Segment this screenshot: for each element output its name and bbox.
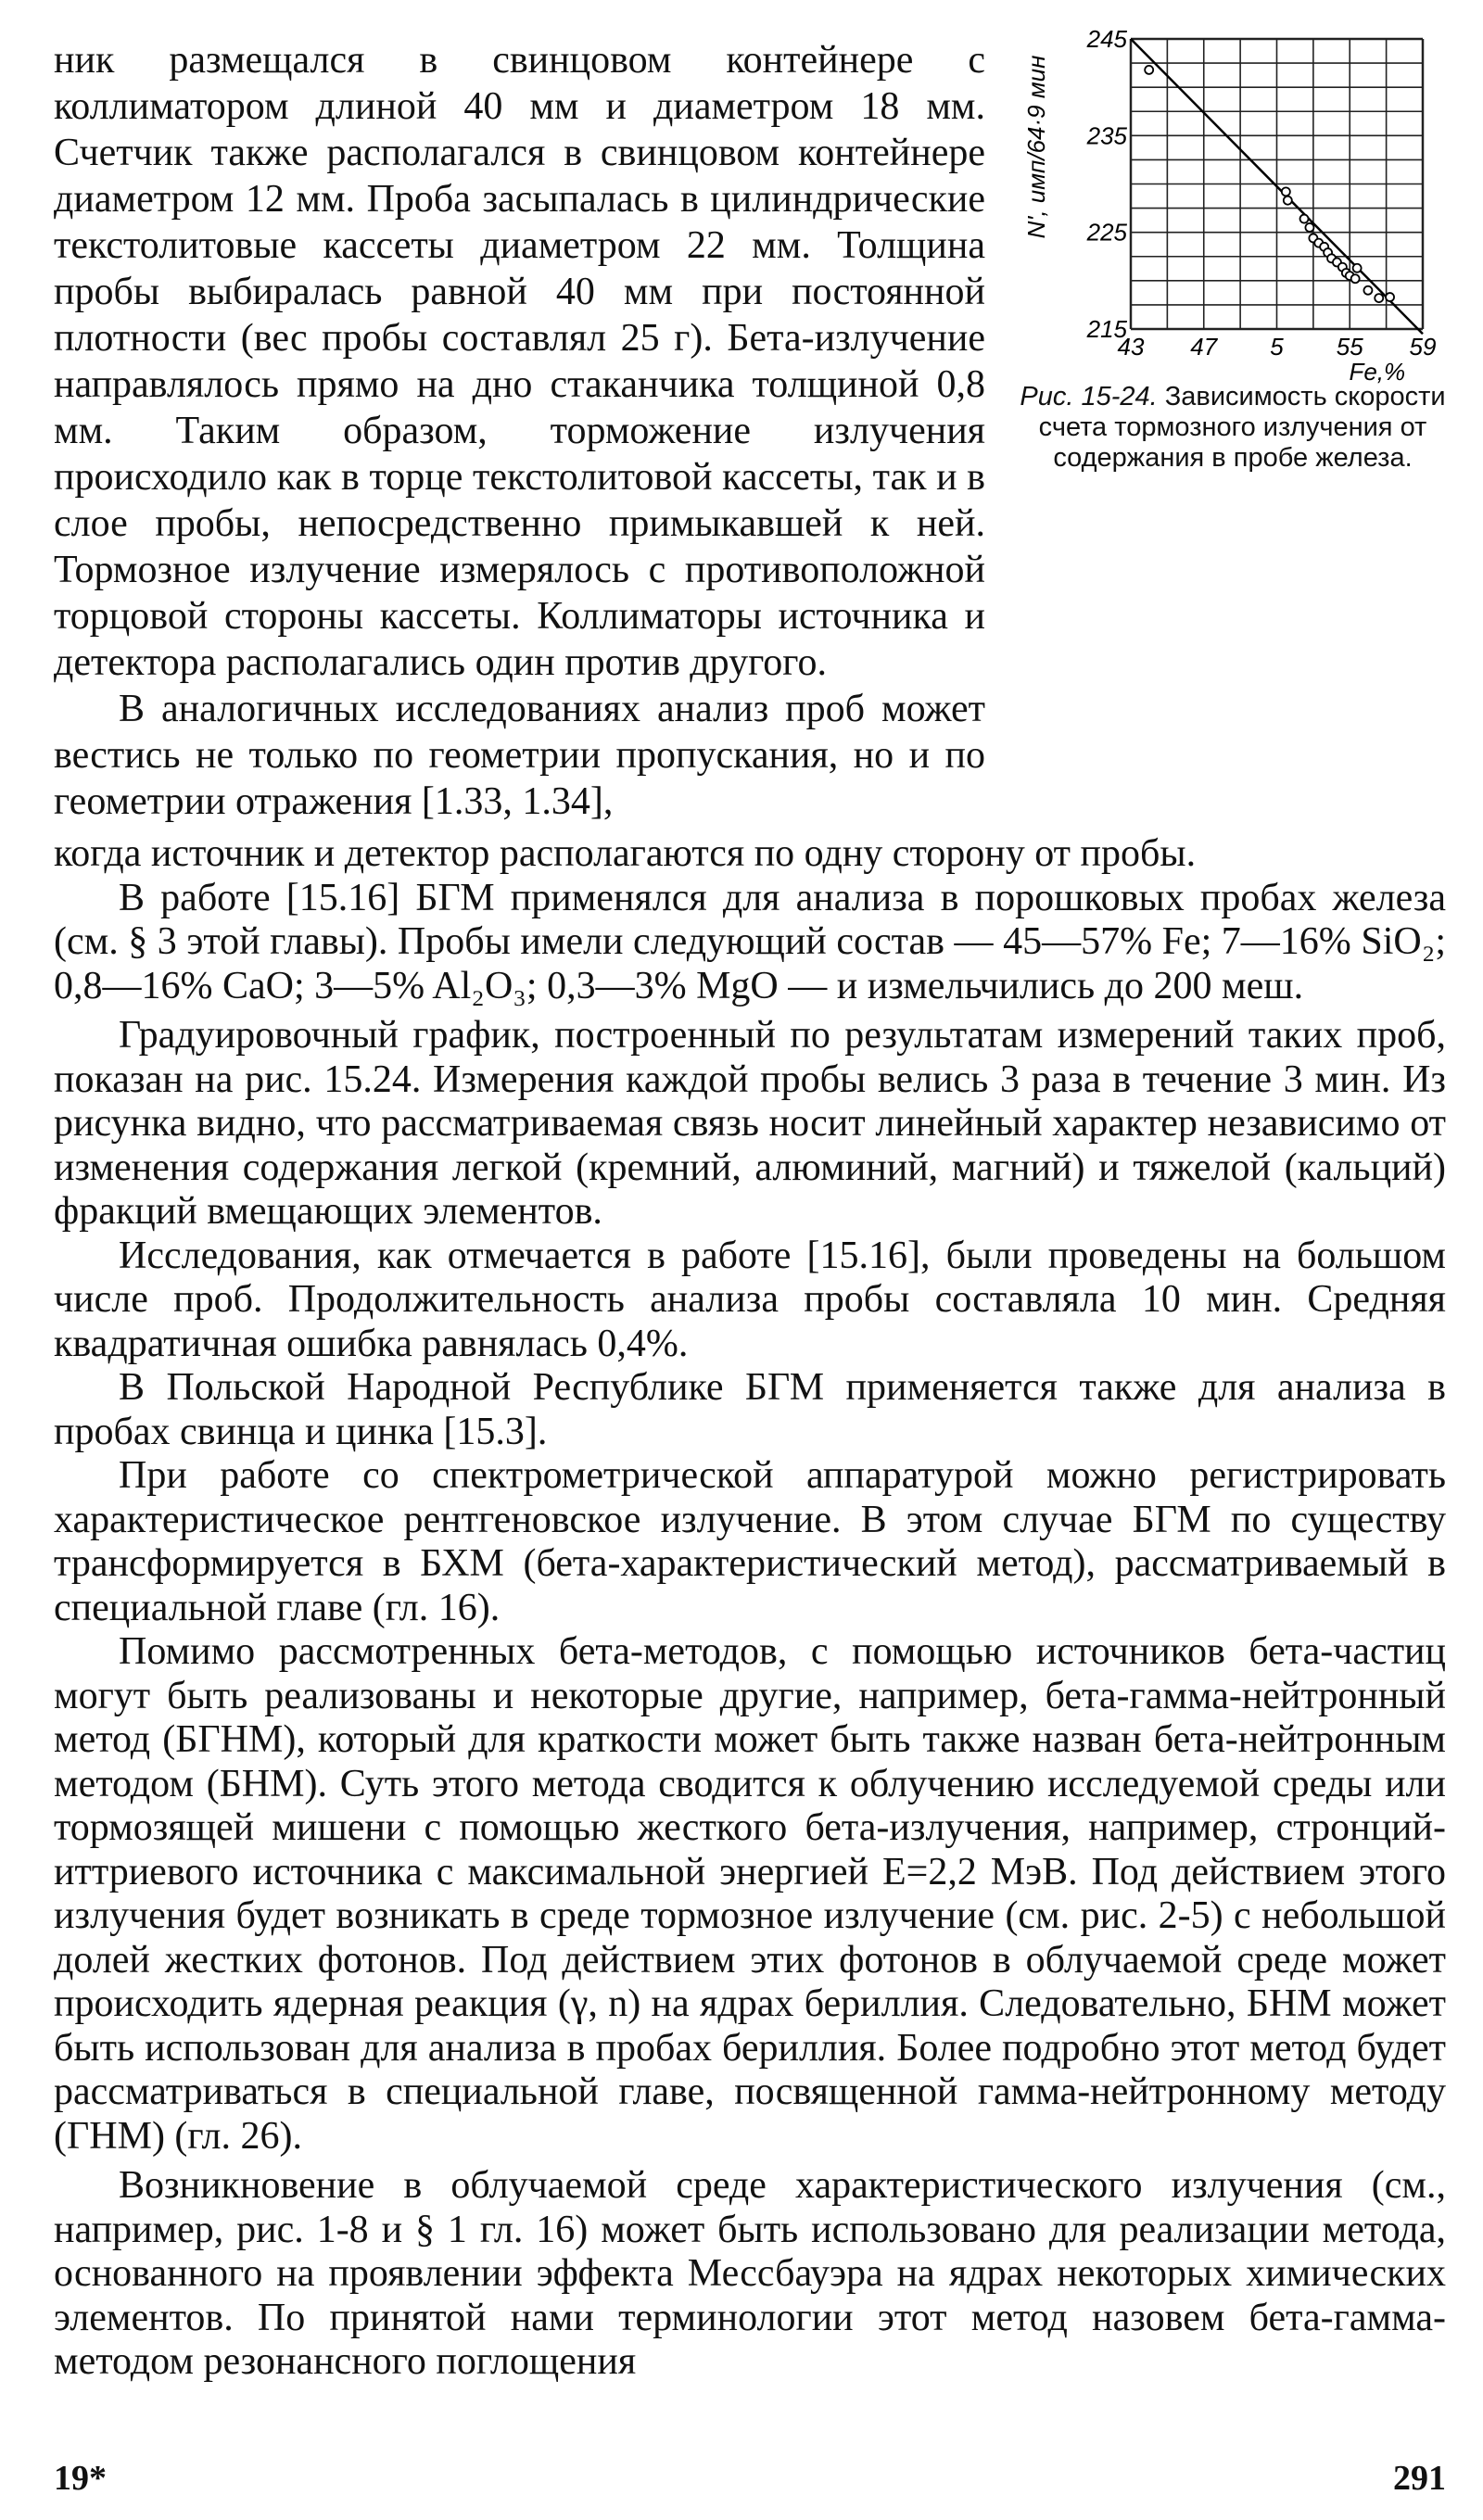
y-tick-label: 245 xyxy=(1086,25,1127,53)
paragraph-1: ник размещался в свинцовом контейнере с коллиматором длиной 40 мм и диаметром 18 мм. Счетчик также располагался в свинцовом контейнере диаметром 12 мм. Проба засыпалась в цилиндрические текстолитовые кассеты диаметром 22 мм. Толщина пробы выбиралась равной 40 мм при постоянной плотности (вес пробы составлял 25 г). Бета-излучение направлялось прямо на дно стаканчика толщиной 0,8 мм. Таким образом, торможение излучения происходило как в торце текстолитовой кассеты, так и в слое пробы, непосредственно примыкавшей к ней. Тормозное излучение измерялось с противоположной торцовой стороны кассеты. Коллиматоры источника и детектора располагались один против другого. xyxy=(54,39,985,684)
paragraph-2-start: В аналогичных исследованиях анализ проб может вестись не только по геометрии пропускания, но и по геометрии отражения [1.33, 1.34], xyxy=(54,688,985,823)
paragraph-9: Возникновение в облучаемой среде характеристического излучения (см., например, рис. 1-8 и § 1 гл. 16) может быть использовано для реализации метода, основанного на проявлении эффекта Мессбауэра на ядрах некоторых химических элементов. По принятой нами терминологии этот метод назовем бета-гамма-методом резонансного поглощения xyxy=(54,2164,1446,2383)
x-axis-label: Fe,% xyxy=(1349,358,1406,386)
figure-15-24 xyxy=(1015,25,1451,474)
signature-mark: 19* xyxy=(54,2459,107,2498)
x-tick-label: 43 xyxy=(1117,333,1145,361)
data-point xyxy=(1363,286,1372,295)
x-tick-label: 5 xyxy=(1270,333,1284,361)
data-point xyxy=(1284,196,1292,205)
data-point xyxy=(1305,223,1313,232)
figure-caption xyxy=(1015,382,1451,474)
paragraph-3: В работе [15.16] БГМ применялся для анализа в порошковых пробах железа (см. § 3 этой главы). Пробы имели следующий состав — 45—57% Fe; 7—16% SiO₂; 0,8—16% CaO; 3—5% Al₂O₃; 0,3—3% MgO — и измельчились до 200 меш. xyxy=(54,876,1446,1007)
x-tick-label: 59 xyxy=(1409,333,1437,361)
y-tick-label: 225 xyxy=(1086,218,1127,247)
page-number: 291 xyxy=(1393,2459,1446,2498)
x-tick-label: 55 xyxy=(1336,333,1363,361)
figure-number: Рис. 15-24. xyxy=(1020,382,1158,412)
y-axis-label: N', имп/64·9 мин xyxy=(1022,55,1050,239)
y-tick-label: 215 xyxy=(1086,315,1127,343)
figure-caption-text: Зависимость скорости счета тормозного излучения от содержания в пробе железа. xyxy=(1038,382,1446,473)
y-tick-label: 235 xyxy=(1086,121,1127,150)
x-tick-label: 47 xyxy=(1190,333,1218,361)
data-point xyxy=(1351,274,1360,283)
paragraph-7: При работе со спектрометрической аппаратурой можно регистрировать характеристическое рентгеновское излучение. В этом случае БГМ по существу трансформируется в БХМ (бета-характеристический метод), рассматриваемый в специальной главе (гл. 16). xyxy=(54,1454,1446,1629)
calibration-chart xyxy=(1015,25,1451,386)
data-point xyxy=(1353,264,1362,272)
main-text xyxy=(54,832,1446,2385)
paragraph-5: Исследования, как отмечается в работе [15.16], были проведены на большом числе проб. Продолжительность анализа пробы составляла 10 мин. Средняя квадратичная ошибка равнялась 0,4%. xyxy=(54,1234,1446,1365)
data-point xyxy=(1300,215,1309,223)
left-column-text xyxy=(54,37,985,825)
data-point xyxy=(1386,293,1394,301)
paragraph-4: Градуировочный график, построенный по результатам измерений таких проб, показан на рис. 15.24. Измерения каждой пробы велись 3 раза в течение 3 мин. Из рисунка видно, что рассматриваемая связь носит линейный характер независимо от изменения содержания легкой (кремний, алюминий, магний) и тяжелой (кальций) фракций вмещающих элементов. xyxy=(54,1014,1446,1233)
paragraph-8: Помимо рассмотренных бета-методов, с помощью источников бета-частиц могут быть реализованы и некоторые другие, например, бета-гамма-нейтронный метод (БГНМ), который для краткости может быть также назван бета-нейтронным методом (БНМ). Суть этого метода сводится к облучению исследуемой среды или тормозящей мишени с помощью жесткого бета-излучения, например, стронций-иттриевого источника с максимальной энергией E=2,2 МэВ. Под действием этого излучения будет возникать в среде тормозное излучение (см. рис. 2-5) с небольшой долей жестких фотонов. Под действием этих фотонов в облучаемой среде может происходить ядерная реакция (γ, n) на ядрах бериллия. Следовательно, БНМ может быть использован для анализа в пробах бериллия. Более подробно этот метод будет рассматриваться в специальной главе, посвященной гамма-нейтронному методу (ГНМ) (гл. 26). xyxy=(54,1630,1446,2158)
paragraph-6: В Польской Народной Республике БГМ применяется также для анализа в пробах свинца и цинка [15.3]. xyxy=(54,1366,1446,1453)
paragraph-2-end: когда источник и детектор располагаются по одну сторону от пробы. xyxy=(54,832,1197,875)
page-footer xyxy=(54,2458,1446,2498)
data-point xyxy=(1375,294,1383,302)
data-point xyxy=(1282,187,1290,196)
data-point xyxy=(1145,66,1153,74)
